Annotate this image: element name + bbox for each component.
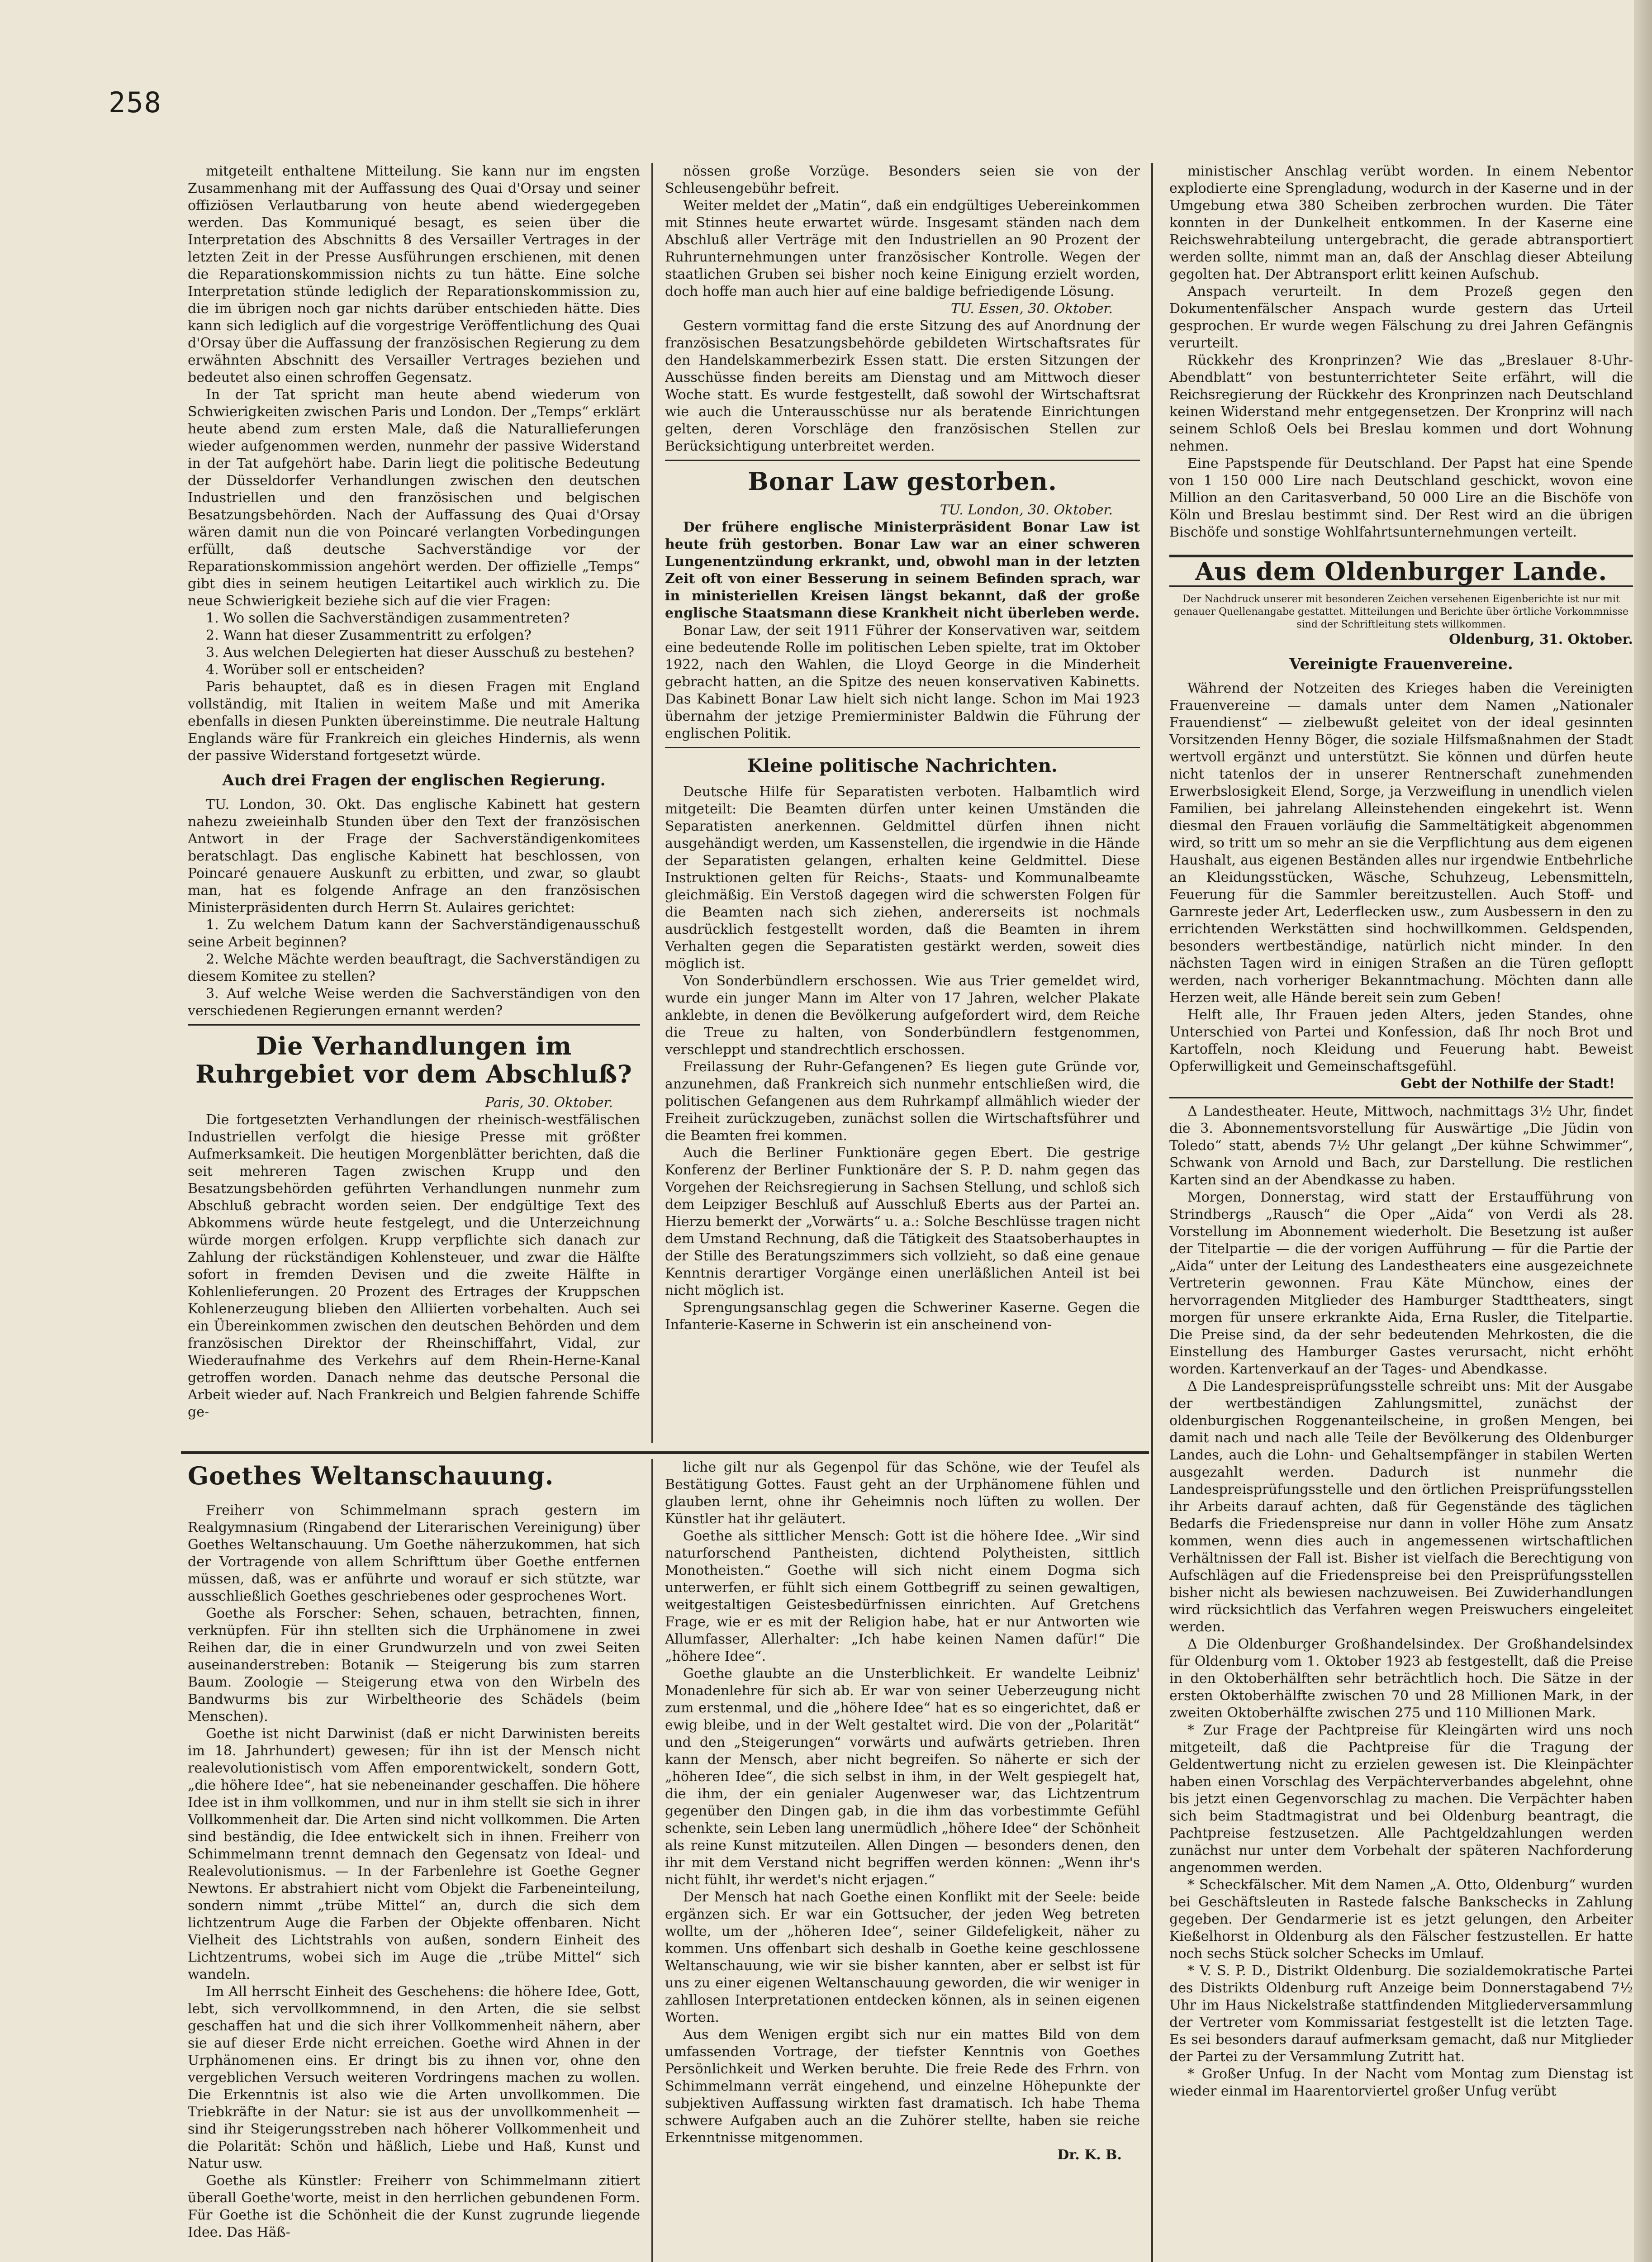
column-1 [188, 163, 640, 1425]
page-number: 258 [109, 86, 162, 119]
heading-bonar-law: Bonar Law gestorben. [748, 467, 1057, 496]
paragraph: 2. Welche Mächte werden beauftragt, die Sachverständigen zu diesem Komitee zu stellen? [188, 951, 640, 984]
col2-essen-article [665, 318, 1140, 455]
local-news-item: * V. S. P. D., Distrikt Oldenburg. Die sozialdemokratische Partei des Distrikts Oldenburg ruft Anzeige beim Donnerstagabend 7½ Uhr im Haus Nickelstraße stattfindenden Mitgliederversammlung der Vertreter vom Kommissariat festgestellt ist die letzten Tage. Es sei besonders darauf aufmerksam gemacht, daß nur Mitglieder der Partei zu der Versammlung Zutritt hat. [1169, 1963, 1633, 2065]
news-item: Freilassung der Ruhr-Gefangenen? Es liegen gute Gründe vor, anzunehmen, daß Frankreich sich nunmehr entschließen wird, die politischen Gefangenen aus dem Ruhrkampf allmählich wieder der Freiheit zurückzugeben, zunächst sollen die Wirtschaftsführer und die Beamten frei kommen. [665, 1059, 1140, 1144]
news-item: Von Sonderbündlern erschossen. Wie aus Trier gemeldet wird, wurde ein junger Mann im Alter von 17 Jahren, welcher Plakate anklebte, in denen die Bevölkerung aufgefordert wird, dem Reiche die Treue zu halten, von Sonderbündlern festgenommen, verschleppt und standrechtlich erschossen. [665, 973, 1140, 1058]
local-news-item: Δ Die Landespreisprüfungsstelle schreibt uns: Mit der Ausgabe der wertbeständigen Zahlungsmittel, zunächst der oldenburgischen Roggenanteilscheine, in großen Mengen, bei damit nach und nach alle Teile der Bevölkerung des Oldenburger Landes, auch die Lohn- und Gehaltsempfänger in stabilen Werten ausgezahlt werden. Dadurch ist nunmehr die Landespreisprüfungsstelle und den örtlichen Preisprüfungsstellen ihr Arbeits darauf achten, daß für Gegenstände des täglichen Bedarfs die Friedenspreise nur dann in voller Höhe zum Ansatz kommen, wenn dies auch in angemessenen wirtschaftlichen Verhältnissen der Fall ist. Bisher ist vielfach die Berechtigung von Aufschlägen auf die Friedenspreise bei den Preisprüfungsstellen bisher nicht als bewiesen nachzuweisen. Bei Zuwiderhandlungen wird rücksichtlich das Verfahren wegen Preiswuchers eingeleitet werden. [1169, 1378, 1633, 1635]
bonar-dateline: TU. London, 30. Oktober. [940, 502, 1113, 518]
local-news-item: * Großer Unfug. In der Nacht vom Montag zum Dienstag ist wieder einmal im Haarentorviertel großer Unfug verübt [1169, 2066, 1633, 2099]
divider [1169, 1097, 1633, 1098]
heading-ruhr-negotiations: Die Verhandlungen im Ruhrgebiet vor dem Abschluß? [195, 1031, 632, 1088]
divider [188, 1024, 640, 1026]
goethe-title: Goethes Weltanschauung. [188, 1461, 554, 1490]
paragraph: Goethe als sittlicher Mensch: Gott ist die höhere Idee. „Wir sind naturforschend Pantheisten, dichtend Polytheisten, sittlich Monotheisten.“ Goethe will sich nicht einem Dogma sich unterwerfen, er fühlt sich einem Gottbegriff zu seinen gewaltigen, weitgestaltigen Geistesbedürfnissen einrichten. Auf Gretchens Frage, wie er es mit der Religion habe, hat er nur Antworten wie Allumfasser, Allerhalter: „Ich habe keinen Namen dafür!“ Die „höhere Idee“. [665, 1528, 1140, 1664]
paragraph: Gestern vormittag fand die erste Sitzung des auf Anordnung der französischen Besatzungsbehörde gebildeten Wirtschaftsrates für den Handelskammerbezirk Essen statt. Die ersten Sitzungen der Ausschüsse finden bereits am Dienstag und am Mittwoch dieser Woche statt. Es wurde festgestellt, daß sowohl der Wirtschaftsrat wie auch die Unterausschüsse nur als beratende Einrichtungen gelten, deren Vorschläge den französischen Stellen zur Berücksichtigung unterbreitet werden. [665, 318, 1140, 454]
paragraph: 1. Wo sollen die Sachverständigen zusammentreten? [206, 610, 570, 626]
paragraph: liche gilt nur als Gegenpol für das Schöne, wie der Teufel als Bestätigung Gottes. Faust geht an der Urphänomene fühlen und glauben lernt, ohne ihr Geheimnis noch lüften zu wollen. Der Künstler hat ihr geläutert. [665, 1459, 1140, 1527]
column-3 [1169, 163, 1633, 2262]
paragraph: 1. Zu welchem Datum kann der Sachverständigenausschuß seine Arbeit beginnen? [188, 917, 640, 950]
oldenburg-dateline: Oldenburg, 31. Oktober. [1449, 632, 1633, 647]
paragraph: Goethe ist nicht Darwinist (daß er nicht Darwinisten bereits im 18. Jahrhundert) gewesen; für ihn ist der Mensch nicht realevolutionistisch vom Affen emporentwickelt, sondern Gott, „die höhere Idee“, hat sie nebeneinander geschaffen. Die höhere Idee ist in ihm vollkommen, und nur in ihm stellt sie sich in ihrer Vollkommenheit dar. Die Arten sind nicht vollkommen. Die Arten sind beständig, die Idee entwickelt sich in ihnen. Freiherr von Schimmelmann trennt demnach den Gegensatz von Ideal- und Realevolutionismus. — In der Farbenlehre ist Goethe Gegner Newtons. Er abstrahiert nicht vom Objekt die Farbeneinteilung, sondern nimmt „trübe Mittel“ an, durch die sich dem lichtzentrum Auge die Farben der Objekte offenbaren. Nicht Vielheit des Lichtstrahls von außen, sondern Einheit des Lichtzentrums, wobei sich im Auge die „trübe Mittel“ sich wandeln. [188, 1726, 640, 1982]
col2-article [665, 163, 1140, 300]
paragraph: Die fortgesetzten Verhandlungen der rheinisch-westfälischen Industriellen verfolgt die hiesige Presse mit größter Aufmerksamkeit. Die heutigen Morgenblätter berichten, daß die seit mehreren Tagen zwischen Krupp und den Besatzungsbehörden geführten Verhandlungen nunmehr zum Abschluß gebracht worden seien. Der endgültige Text des Abkommens würde heute festgelegt, und die Unterzeichnung würde morgen erfolgen. Krupp verpflichte sich danach zur Zahlung der rückständigen Kohlensteuer, und zwar die Hälfte sofort in fremden Devisen und die zweite Hälfte in Kohlenlieferungen. 20 Prozent des Ertrages der Kruppschen Kohlenerzeugung blieben den Alliierten vorbehalten. Auch sei ein Übereinkommen zwischen den deutschen Behörden und dem französischen Direktor der Rheinschiffahrt, Vidal, zur Wiederaufnahme des Verkehrs auf dem Rhein-Herne-Kanal getroffen worden. Danach nehme das deutsche Personal die Arbeit wieder auf. Nach Frankreich und Belgien fahrende Schiffe ge- [188, 1112, 640, 1420]
paragraph: Der Mensch hat nach Goethe einen Konflikt mit der Seele: beide ergänzen sich. Er war ein Gottsucher, der jeden Weg betreten wollte, um der „höheren Idee“, seiner Gildefeligkeit, näher zu kommen. Uns offenbart sich deshalb in Goethe keine geschlossene Weltanschauung, wie wir sie bisher kannten, aber er selbst ist für uns zu einer eigenen Weltanschauung geworden, die wir weniger in zahllosen Interpretationen entdecken können, als in seinen eigenen Worten. [665, 1889, 1140, 2025]
reprint-note: Der Nachdruck unserer mit besonderen Zeichen versehenen Eigenberichte ist nur mit genauer Quellenangabe gestattet. Mitteilungen und Berichte über örtliche Vorkommnisse sind der Schriftleitung stets willkommen. [1173, 594, 1629, 630]
essen-dateline: TU. Essen, 30. Oktober. [950, 301, 1113, 317]
heading-oldenburg: Aus dem Oldenburger Lande. [1169, 555, 1633, 587]
page-binding-edge [1634, 0, 1652, 2262]
news-item: Sprengungsanschlag gegen die Schweriner Kaserne. Gegen die Infanterie-Kaserne in Schwerin ist ein anscheinend von- [665, 1300, 1140, 1333]
heading-small-news: Kleine politische Nachrichten. [747, 755, 1058, 776]
paragraph: 3. Auf welche Weise werden die Sachverständigen von den verschiedenen Regierungen ernannt werden? [188, 986, 640, 1019]
bonar-text: Bonar Law, der seit 1911 Führer der Konservativen war, seitdem eine bedeutende Rolle im politischen Leben spielte, trat im Oktober 1922, nach den Wahlen, die Lloyd George in die Minderheit gebracht hatten, an die Spitze des neuen konservativen Kabinetts. Das Kabinett Bonar Law hielt sich nicht lange. Schon im Mai 1923 übernahm der jetzige Premierminister Baldwin die Führung der englischen Politik. [665, 623, 1140, 741]
local-news-item: * Scheckfälscher. Mit dem Namen „A. Otto, Oldenburg“ wurden bei Geschäftsleuten in Rastede falsche Bankschecks in Zahlung gegeben. Der Gendarmerie ist es jetzt gelungen, den Arbeiter Kießelhorst in Oldenburg als den Fälscher festzustellen. Er hatte noch sechs Stück solcher Schecks im Umlauf. [1169, 1877, 1633, 1962]
col1-article [188, 163, 640, 765]
column-rule-2 [1151, 163, 1153, 2262]
paragraph: Goethe als Forscher: Sehen, schauen, betrachten, finnen, verknüpfen. Für ihn stellten sich die Urphänomene in zwei Reihen dar, die in einer Grundwurzeln und von zwei Seiten auseinanderstreben: Botanik — Steigerung bis zum starren Baum. Zoologie — Steigerung etwa von den Wirbeln des Bandwurms bis zur Wirbeltheorie des Schädels (beim Menschen). [188, 1606, 640, 1725]
divider [665, 747, 1140, 748]
goethe-signature: Dr. K. B. [1057, 2147, 1122, 2163]
paragraph: Goethe als Künstler: Freiherr von Schimmelmann zitiert überall Goethe'worte, meist in den herrlichen gebundenen Form. Für Goethe ist die Schönheit die der Kunst zugrunde liegende Idee. Das Häß- [188, 2173, 640, 2240]
news-item: Rückkehr des Kronprinzen? Wie das „Breslauer 8-Uhr-Abendblatt“ von bestunterrichteter Seite erfährt, will die Reichsregierung der Rückkehr des Kronprinzen nach Deutschland keinen Widerstand mehr entgegensetzen. Der Kronprinz will nach seinem Schloß Oels bei Breslau kommen und dort Wohnung nehmen. [1169, 352, 1633, 454]
news-item: ministischer Anschlag verübt worden. In einem Nebentor explodierte eine Sprengladung, wodurch in der Kaserne und in der Umgebung etwa 380 Scheiben zerbrochen wurden. Die Täter konnten in der Dunkelheit entkommen. In der Kaserne eine Reichswehrabteilung untergebracht, die gerade abtransportiert werden sollte, nimmt man an, daß der Anschlag dieser Abteilung gegolten hat. Der Abtransport erlitt keinen Aufschub. [1169, 163, 1633, 282]
local-news-item: Δ Die Oldenburger Großhandelsindex. Der Großhandelsindex für Oldenburg vom 1. Oktober 1923 ab festgestellt, daß die Preise in den Oktoberhälften sehr beträchtlich hoch. Die Sätze in der ersten Oktoberhälfte zwischen 70 und 28 Millionen Mark, in der zweiten Oktoberhälfte zwischen 275 und 110 Millionen Mark. [1169, 1636, 1633, 1721]
local-news-item: Δ Landestheater. Heute, Mittwoch, nachmittags 3½ Uhr, findet die 3. Abonnementsvorstellung für Auswärtige „Die Jüdin von Toledo“ statt, abends 7½ Uhr gelangt „Der kühne Schwimmer“, Schwank von Arnold und Bach, zur Darstellung. Die restlichen Karten sind an der Abendkasse zu haben. [1169, 1103, 1633, 1188]
local-news-item: Morgen, Donnerstag, wird statt der Erstaufführung von Strindbergs „Rausch“ die Oper „Aida“ von Verdi als 28. Vorstellung im Abonnement wiederholt. Die Besetzung ist außer der Titelpartie — die der vorigen Aufführung — für die Partie der „Aida“ unter der Leitung des Landestheaters eine ausgezeichnete Vertreterin gewonnen. Frau Käte Münchow, eines der hervorragenden Mitglieder des Hamburger Stadttheaters, singt morgen für unsere erkrankte Aida, Erna Rusler, die Titelpartie. Die Preise sind, da der sehr bedeutenden Mehrkosten, die die Einstellung des Hamburger Gastes verursacht, nicht erhöht worden. Kartenverkauf an der Tages- und Abendkasse. [1169, 1189, 1633, 1377]
paragraph: mitgeteilt enthaltene Mitteilung. Sie kann nur im engsten Zusammenhang mit der Auffassung des Quai d'Orsay und seiner offiziösen Verlautbarung von heute abend wiedergegeben werden. Das Kommuniqué besagt, es seien über die Interpretation des Abschnitts 8 des Versailler Vertrages in der letzten Zeit in der Presse Ausführungen erschienen, mit denen die Reparationskommission nichts zu tun hätte. Eine solche Interpretation stünde lediglich der Reparationskommission zu, die im übrigen noch gar nichts darüber entschieden hätte. Dies kann sich lediglich auf die vorgestrige Veröffentlichung des Quai d'Orsay über die Auffassung der französischen Regierung zu dem erwähnten Abschnitt des Versailler Vertrages beziehen und bedeutet also einen schroffen Gegensatz. [188, 163, 640, 385]
paragraph: 3. Aus welchen Delegierten hat dieser Ausschuß zu bestehen? [206, 645, 635, 661]
womens-appeal: Gebt der Nothilfe der Stadt! [1400, 1076, 1615, 1092]
goethe-left-column [188, 1502, 640, 2262]
column-2 [665, 163, 1140, 1443]
news-item: Anspach verurteilt. In dem Prozeß gegen den Dokumentenfälscher Anspach wurde gestern das Urteil gesprochen. Er wurde wegen Fälschung zu drei Jahren Gefängnis verurteilt. [1169, 284, 1633, 351]
paragraph: Weiter meldet der „Matin“, daß ein endgültiges Uebereinkommen mit Stinnes heute erwartet würde. Insgesamt ständen nach dem Abschluß aller Verträge mit den Industriellen an 90 Prozent der Ruhrunternehmungen unter französischer Kontrolle. Wegen der staatlichen Gruben sei bisher noch keine Einigung erzielt worden, doch hoffe man auch hier auf eine baldige befriedigende Lösung. [665, 198, 1140, 299]
paragraph: In der Tat spricht man heute abend wiederum von Schwierigkeiten zwischen Paris und London. Der „Temps“ erklärt heute abend zum ersten Male, daß die Naturallieferungen wieder aufgenommen werden, nunmehr der passive Widerstand in der Tat aufgehört habe. Darin liegt die politische Bedeutung der Düsseldorfer Verhandlungen zwischen den deutschen Industriellen und den französischen und belgischen Besatzungsbehörden. Nach der Auffassung des Quai d'Orsay wären damit nun die von Poincaré verlangten Vorbedingungen erfüllt, daß deutsche Sachverständige vor der Reparationskommission angehört werden. Der offizielle „Temps“ gibt dies in seinem heutigen Leitartikel auch wirklich zu. Die neue Schwierigkeit beziehe sich auf die vier Fragen: [188, 387, 640, 609]
paragraph: Helft alle, Ihr Frauen jeden Alters, jeden Standes, ohne Unterschied von Partei und Konfession, daß Ihr noch Brot und Kartoffeln, noch Kleidung und Feuerung habt. Beweist Opferwilligkeit und Gemeinschaftsgefühl. [1169, 1007, 1633, 1074]
paragraph: Im All herrscht Einheit des Geschehens: die höhere Idee, Gott, lebt, sich vervollkommnend, in den Arten, die sie selbst geschaffen hat und die sich ihrer Vollkommenheit nähern, aber sie auf dieser Erde nicht erreichen. Goethe wird Ahnen in der Urphänomenen eins. Er dringt bis zu ihnen vor, ohne den vergeblichen Versuch weiteren Vordringens machen zu wollen. Die Erkenntnis ist also wie die Arten unvollkommen. Die Triebkräfte in der Natur: sie ist aus der unvollkommenheit — sind ihr Steigerungsstreben nach höherer Vollkommenheit und die Polarität: Schön und häßlich, Liebe und Haß, Kunst und Natur usw. [188, 1984, 640, 2172]
news-item: Eine Papstspende für Deutschland. Der Papst hat eine Spende von 1 150 000 Lire nach Deutschland geschickt, wovon eine Million an den Caritasverband, 50 000 Lire an die Bischöfe von Köln und Breslau bestimmt sind. Der Rest wird an die übrigen Bischöfe und sonstige Wohlfahrtsunternehmungen verteilt. [1169, 456, 1633, 540]
womens-associations-article [1169, 680, 1633, 1075]
col3-news [1169, 163, 1633, 541]
feuilleton-rule [181, 1451, 1149, 1454]
col2-small-news [665, 784, 1140, 1334]
paragraph: TU. London, 30. Okt. Das englische Kabinett hat gestern nahezu zweieinhalb Stunden über den Text der französischen Antwort in der Frage der Sachverständigenkomitees beratschlagt. Das englische Kabinett hat beschlossen, von Poincaré genauere Auskunft zu erbitten, und zwar, so glaubt man, hat es folgende Anfrage an den französischen Ministerpräsidenten durch Herrn St. Aulaires gerichtet: [188, 797, 640, 916]
col1-english-article [188, 796, 640, 1020]
heading-womens-associations: Vereinigte Frauenvereine. [1289, 655, 1513, 673]
goethe-title-box [188, 1459, 640, 1500]
local-news [1169, 1103, 1633, 2100]
bonar-lead: Der frühere englische Ministerpräsident Bonar Law ist heute früh gestorben. Bonar Law war an einer schweren Lungenentzündung erkrankt, und, obwohl man in der letzten Zeit oft von einer Besserung in seinem Befinden sprach, war in ministeriellen Kreisen längst bekannt, daß der große englische Staatsmann diese Krankheit nicht überleben werde. [665, 519, 1140, 621]
heading-english-questions: Auch drei Fragen der englischen Regierung. [222, 771, 606, 789]
paragraph: Goethe glaubte an die Unsterblichkeit. Er wandelte Leibniz' Monadenlehre für sich ab. Er war von seiner Ueberzeugung nicht zum erstenmal, und die „höhere Idee“ hat es so eingerichtet, daß er ewig bleibe, und in der Welt gestaltet wird. Die von der „Polarität“ und den „Steigerungen“ vorwärts und aufwärts getrieben. Ihren kann der Mensch, aber nicht begreifen. So näherte er sich der „höheren Idee“, die sich selbst in ihm, in der Welt gespiegelt hat, die ihm, der ein genialer Augenweser war, das Lichtzentrum gegenüber den Dingen gab, in die ihm das vorbestimmte Gefühl schenkte, sein Leben lang unermüdlich „höhere Idee“ der Schönheit als reine Kunst mitzuteilen. Allen Dingen — besonders denen, den ihr mit dem Verstand nicht begriffen werden können: „Wenn ihr's nicht fühlt, ihr werdet's nicht erjagen.“ [665, 1666, 1140, 1888]
divider [665, 460, 1140, 461]
local-news-item: * Zur Frage der Pachtpreise für Kleingärten wird uns noch mitgeteilt, daß die Pachtpreise für die Tragung der Geldentwertung nicht zu erzielen gewesen ist. Die Kleinpächter haben einen Vorschlag des Verpächterverbandes abgelehnt, ohne bis jetzt einen Gegenvorschlag zu machen. Die Verpächter haben sich beim Stadtmagistrat und bei Oldenburg beantragt, die Pachtpreise festzusetzen. Alle Pachtgeldzahlungen werden zunächst nur unter dem Vorbehalt der späteren Nachforderung angenommen werden. [1169, 1722, 1633, 1876]
paragraph: 4. Worüber soll er entscheiden? [206, 662, 425, 678]
paragraph: Aus dem Wenigen ergibt sich nur ein mattes Bild von dem umfassenden Vortrage, der tiefster Kenntnis von Goethes Persönlichkeit und Werken beruhte. Die freie Rede des Frhrn. von Schimmelmann verrät eingehend, und einzelne Höhepunkte der subjektiven Auffassung wirkten fast dramatisch. Ich habe Thema schwere Aufgaben auch an die Zuhörer stellte, haben sie reiche Erkenntnisse mitgenommen. [665, 2027, 1140, 2146]
paragraph: 2. Wann hat dieser Zusammentritt zu erfolgen? [206, 627, 532, 643]
col1-ruhr-article [188, 1112, 640, 1421]
ruhr-dateline: Paris, 30. Oktober. [485, 1095, 613, 1111]
news-item: Auch die Berliner Funktionäre gegen Ebert. Die gestrige Konferenz der Berliner Funktionäre der S. P. D. nahm gegen das Vorgehen der Reichsregierung in Sachsen Stellung, und schloß sich dem Leipziger Beschluß auf Ausschluß Eberts aus der Partei an. Hierzu bemerkt der „Vorwärts“ u. a.: Solche Beschlüsse tragen nicht dem Umstand Rechnung, daß die Tätigkeit des Staatsoberhauptes in der Stille des Beratungszimmers sich vollzieht, so daß eine genaue Kenntnis derartiger Vorgänge einen unerläßlichen Anteil ist bei nicht möglich ist. [665, 1145, 1140, 1298]
paragraph: Paris behauptet, daß es in diesen Fragen mit England vollständig, mit Italien in weitem Maße und mit Amerika ebenfalls in diesen Punkten übereinstimme. Die neutrale Haltung Englands wäre für Frankreich ein gleiches Hindernis, als wenn der passive Widerstand fortgesetzt würde. [188, 679, 640, 764]
paragraph: Während der Notzeiten des Krieges haben die Vereinigten Frauenvereine — damals unter dem Namen „Nationaler Frauendienst“ — zielbewußt geleitet von der ideal gesinnten Vorsitzenden Henny Böger, die soziale Hilfsmaßnahmen der Stadt wertvoll ergänzt und unterstützt. Sie können und dürfen heute nicht tatenlos der in unserer Rentnerschaft zunehmenden Erwerbslosigkeit Elend, Sorge, ja Verzweiflung in unendlich vielen Familien, bei jahrelang Alleinstehenden eingekehrt ist. Wenn diesmal den Frauen vorläufig die Sammeltätigkeit abgenommen wird, so tritt um so mehr an sie die Verpflichtung aus dem eigenen Haushalt, aus eigenen Beständen alles nur irgendwie Entbehrliche an Kleidungsstücken, Wäsche, Schuhzeug, Lebensmitteln, Feuerung für die Sammler bereitzustellen. Auch Stoff- und Garnreste jeder Art, Lederflecken usw., zum Ausbessern in den zu errichtenden Werkstätten sind hochwillkommen. Geldspenden, besonders wertbeständige, natürlich nicht minder. In den nächsten Tagen wird in einigen Straßen an die Türen gefloptt werden, nach vorheriger Bekanntmachung. Möchten dann alle Herzen weit, alle Hände bereit sein zum Geben! [1169, 680, 1633, 1006]
paragraph: nössen große Vorzüge. Besonders seien sie von der Schleusengebühr befreit. [665, 163, 1140, 196]
column-rule-goethe [651, 1459, 653, 2262]
paragraph: Freiherr von Schimmelmann sprach gestern im Realgymnasium (Ringabend der Literarischen Vereinigung) über Goethes Weltanschauung. Um Goethe näherzukommen, hat sich der Vortragende von allem Schrifttum über Goethe entfernen müssen, daß, was er anführte und worauf er sich stützte, war ausschließlich Goethes geschriebenes oder gesprochenes Wort. [188, 1502, 640, 1604]
column-rule-1 [651, 163, 653, 1443]
goethe-right-column [665, 1459, 1140, 2262]
news-item: Deutsche Hilfe für Separatisten verboten. Halbamtlich wird mitgeteilt: Die Beamten dürfen unter keinen Umständen die Separatisten anerkennen. Geldmittel dürfen ihnen nicht ausgehändigt werden, um Kassenstellen, die irgendwie in die Hände der Separatisten gelangen, erhalten keine Geldmittel. Diese Instruktionen gelten für Reichs-, Staats- und Kommunalbeamte gleichmäßig. Ein Verstoß dagegen wird die schwersten Folgen für die Beamten nach sich ziehen, andererseits ist nochmals ausdrücklich festgestellt worden, daß die Beamten in ihrem Verhalten gegen die Separatisten gestärkt werden, soweit dies möglich ist. [665, 784, 1140, 972]
